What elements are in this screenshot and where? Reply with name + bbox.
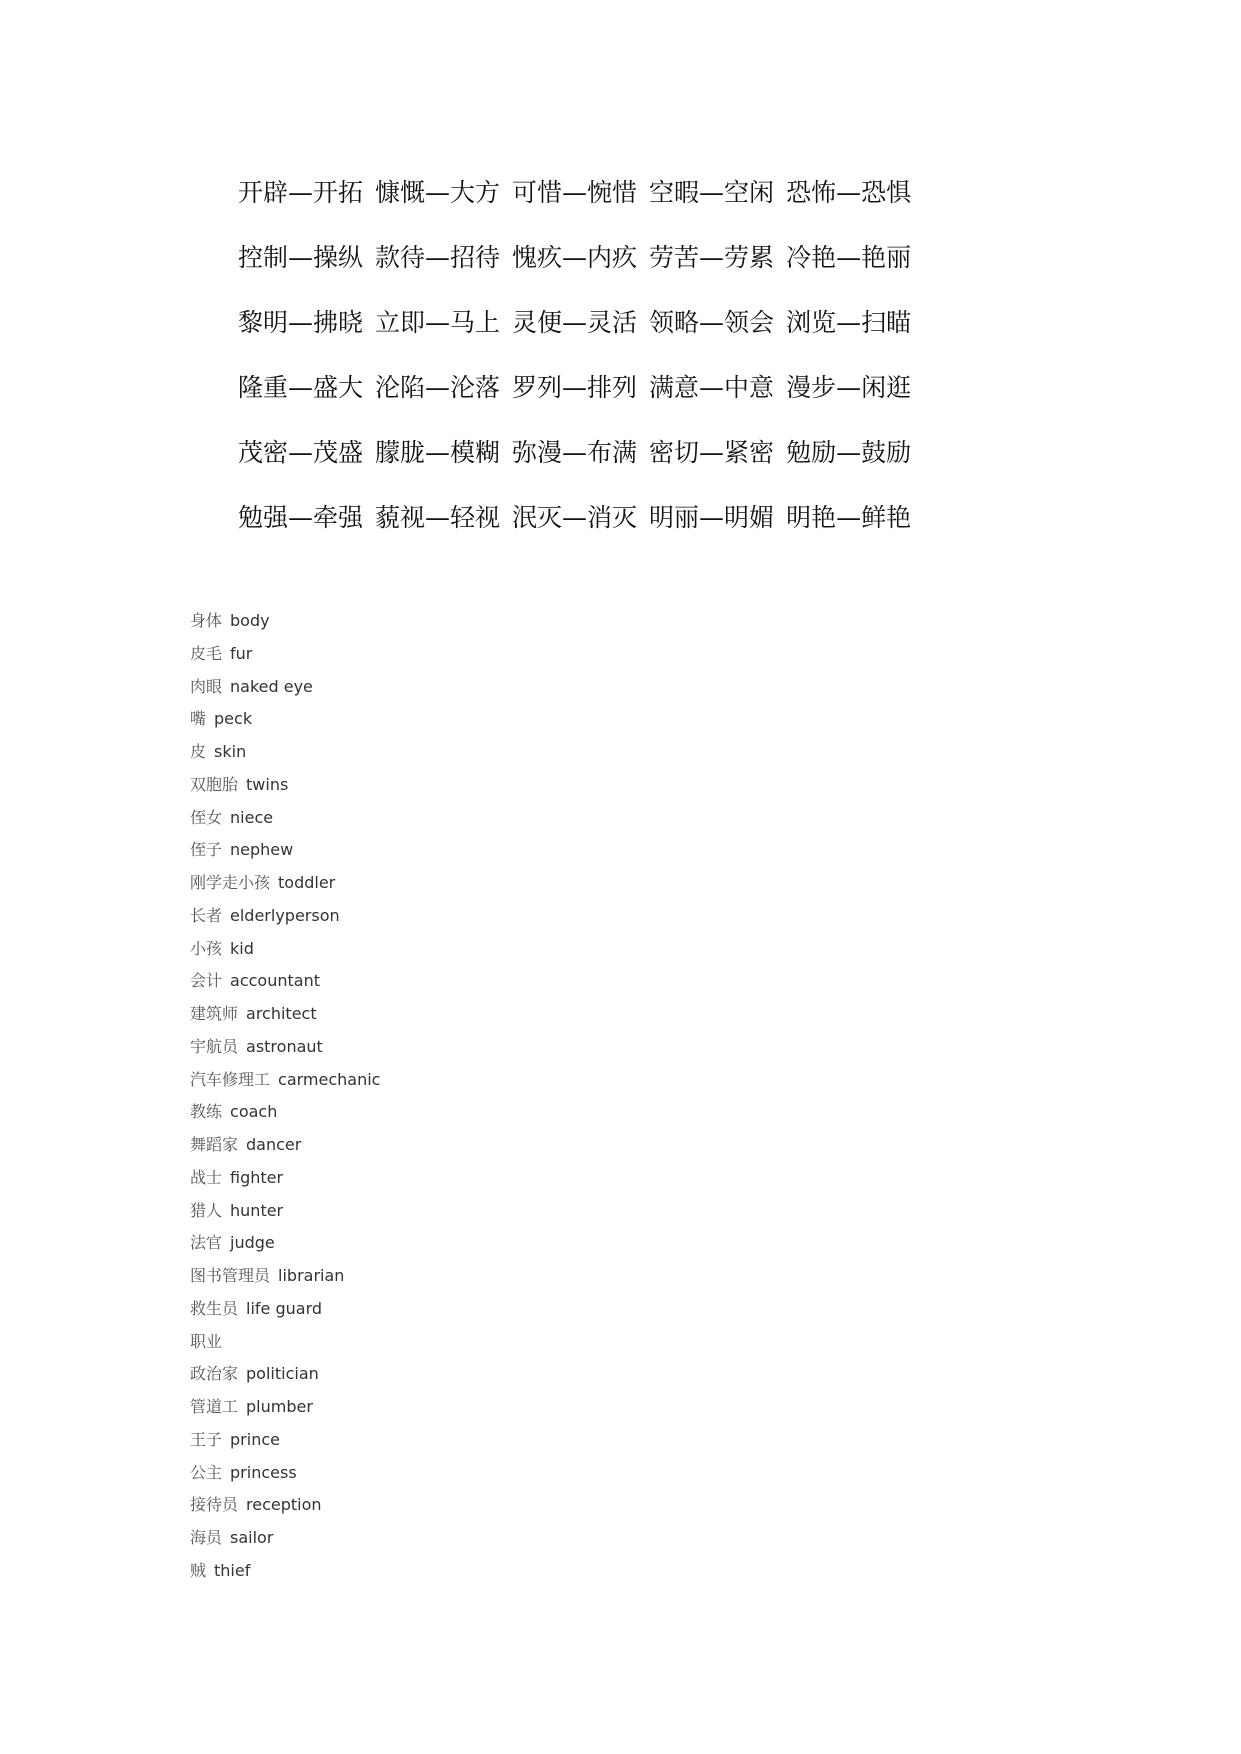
vocab-item [190, 1358, 690, 1391]
synonym-pair: 劳苦—劳累 [649, 242, 775, 272]
synonym-pair: 泯灭—消灭 [512, 502, 638, 532]
synonym-pair: 灵便—灵活 [512, 307, 638, 337]
vocab-item [190, 1424, 690, 1457]
vocab-chinese: 建筑师 [190, 1004, 239, 1023]
vocab-chinese: 皮 [190, 742, 207, 761]
vocab-chinese: 公主 [190, 1462, 223, 1482]
vocab-english: plumber [246, 1397, 313, 1416]
synonym-pair: 密切—紧密 [649, 437, 775, 467]
synonym-pair: 开辟—开拓 [238, 177, 364, 207]
synonym-pair: 茂密—茂盛 [238, 437, 364, 467]
vocab-item [190, 671, 690, 704]
vocab-chinese: 贼 [190, 1560, 207, 1580]
synonym-pair: 朦胧—模糊 [375, 437, 501, 467]
synonym-pair: 款待—招待 [375, 242, 501, 272]
vocab-english: sailor [230, 1528, 274, 1547]
synonym-pair: 领略—领会 [649, 307, 775, 337]
vocab-chinese: 宇航员 [190, 1036, 239, 1056]
synonym-pair: 隆重—盛大 [238, 372, 364, 402]
vocab-english: carmechanic [278, 1069, 381, 1089]
vocab-english: princess [230, 1462, 297, 1482]
vocab-chinese: 法官 [190, 1233, 223, 1253]
synonym-pair: 空暇—空闲 [649, 177, 775, 207]
vocab-english: prince [230, 1429, 280, 1449]
vocab-english: naked eye [230, 676, 313, 696]
vocab-item [190, 1129, 690, 1162]
vocab-chinese: 侄子 [190, 840, 223, 860]
synonym-row [238, 483, 998, 548]
vocab-item [190, 736, 690, 769]
synonym-pair: 勉励—鼓励 [786, 437, 912, 467]
vocab-chinese: 皮毛 [190, 643, 223, 663]
synonym-pair: 沦陷—沦落 [375, 372, 501, 402]
synonym-row [238, 418, 998, 483]
vocab-english: body [230, 611, 270, 630]
synonym-pair: 满意—中意 [649, 372, 775, 402]
vocab-chinese: 会计 [190, 971, 223, 991]
synonym-pair: 浏览—扫瞄 [786, 307, 912, 337]
vocab-chinese: 舞蹈家 [190, 1135, 239, 1154]
synonym-row [238, 223, 998, 288]
vocab-english: reception [246, 1495, 322, 1515]
vocab-item [190, 1489, 690, 1522]
synonym-table [238, 158, 998, 548]
vocab-item [190, 605, 690, 638]
vocab-english: toddler [278, 873, 336, 892]
vocab-item [190, 1326, 690, 1359]
vocab-chinese: 海员 [190, 1528, 223, 1547]
vocab-item [190, 1293, 690, 1326]
synonym-pair: 冷艳—艳丽 [786, 242, 912, 272]
vocab-chinese: 长者 [190, 905, 223, 925]
synonym-pair: 可惜—惋惜 [512, 177, 638, 207]
vocab-chinese: 救生员 [190, 1298, 239, 1318]
vocab-chinese: 双胞胎 [190, 774, 239, 794]
vocab-chinese: 图书管理员 [190, 1266, 271, 1285]
synonym-pair: 控制—操纵 [238, 242, 364, 272]
vocab-item [190, 1195, 690, 1228]
synonym-pair: 恐怖—恐惧 [786, 177, 912, 207]
vocab-chinese: 教练 [190, 1102, 223, 1122]
vocab-english: dancer [246, 1135, 302, 1154]
synonym-row [238, 288, 998, 353]
vocab-chinese: 接待员 [190, 1495, 239, 1515]
vocab-english: judge [230, 1233, 275, 1253]
vocab-chinese: 猎人 [190, 1200, 223, 1220]
vocab-english: fighter [230, 1167, 284, 1187]
vocab-item [190, 1064, 690, 1097]
vocab-chinese: 政治家 [190, 1364, 239, 1384]
vocab-item [190, 1391, 690, 1424]
vocab-chinese: 身体 [190, 611, 223, 630]
vocab-english: elderlyperson [230, 905, 340, 925]
vocab-chinese: 侄女 [190, 807, 223, 827]
vocab-english: fur [230, 643, 253, 663]
vocab-item [190, 965, 690, 998]
vocab-chinese: 汽车修理工 [190, 1069, 271, 1089]
vocab-item [190, 1031, 690, 1064]
synonym-pair: 漫步—闲逛 [786, 372, 912, 402]
vocab-english: skin [214, 742, 247, 761]
vocab-item [190, 1227, 690, 1260]
vocab-item [190, 1555, 690, 1588]
synonym-pair: 勉强—牵强 [238, 502, 364, 532]
vocab-chinese: 管道工 [190, 1397, 239, 1416]
vocab-item [190, 1522, 690, 1555]
vocabulary-list [190, 605, 690, 1588]
vocab-item [190, 998, 690, 1031]
vocab-english: astronaut [246, 1036, 323, 1056]
vocab-item [190, 834, 690, 867]
synonym-pair: 明艳—鲜艳 [786, 502, 912, 532]
vocab-chinese: 小孩 [190, 938, 223, 958]
synonym-pair: 立即—马上 [375, 307, 501, 337]
vocab-item [190, 638, 690, 671]
synonym-row [238, 158, 998, 223]
vocab-english: hunter [230, 1200, 284, 1220]
vocab-english: niece [230, 807, 274, 827]
vocab-item [190, 1096, 690, 1129]
vocab-item [190, 1457, 690, 1490]
vocab-english: politician [246, 1364, 319, 1384]
vocab-item [190, 867, 690, 900]
synonym-row [238, 353, 998, 418]
vocab-english: architect [246, 1004, 317, 1023]
vocab-item [190, 933, 690, 966]
vocab-english: thief [214, 1560, 251, 1580]
vocab-chinese: 刚学走小孩 [190, 873, 271, 892]
vocab-english: accountant [230, 971, 320, 991]
vocab-item [190, 900, 690, 933]
vocab-chinese: 王子 [190, 1429, 223, 1449]
vocab-item [190, 1162, 690, 1195]
vocab-item [190, 703, 690, 736]
vocab-chinese: 职业 [190, 1331, 223, 1351]
synonym-pair: 藐视—轻视 [375, 502, 501, 532]
synonym-pair: 慷慨—大方 [375, 177, 501, 207]
vocab-chinese: 肉眼 [190, 676, 223, 696]
synonym-pair: 罗列—排列 [512, 372, 638, 402]
vocab-chinese: 嘴 [190, 709, 207, 729]
synonym-pair: 愧疚—内疚 [512, 242, 638, 272]
synonym-pair: 明丽—明媚 [649, 502, 775, 532]
vocab-english: librarian [278, 1266, 345, 1285]
vocab-english: kid [230, 938, 254, 958]
vocab-item [190, 802, 690, 835]
vocab-chinese: 战士 [190, 1167, 223, 1187]
vocab-item [190, 769, 690, 802]
vocab-english: twins [246, 774, 289, 794]
vocab-english: nephew [230, 840, 294, 860]
vocab-english: coach [230, 1102, 278, 1122]
vocab-english: life guard [246, 1298, 323, 1318]
vocab-english: peck [214, 709, 253, 729]
synonym-pair: 弥漫—布满 [512, 437, 638, 467]
synonym-pair: 黎明—拂晓 [238, 307, 364, 337]
vocab-item [190, 1260, 690, 1293]
